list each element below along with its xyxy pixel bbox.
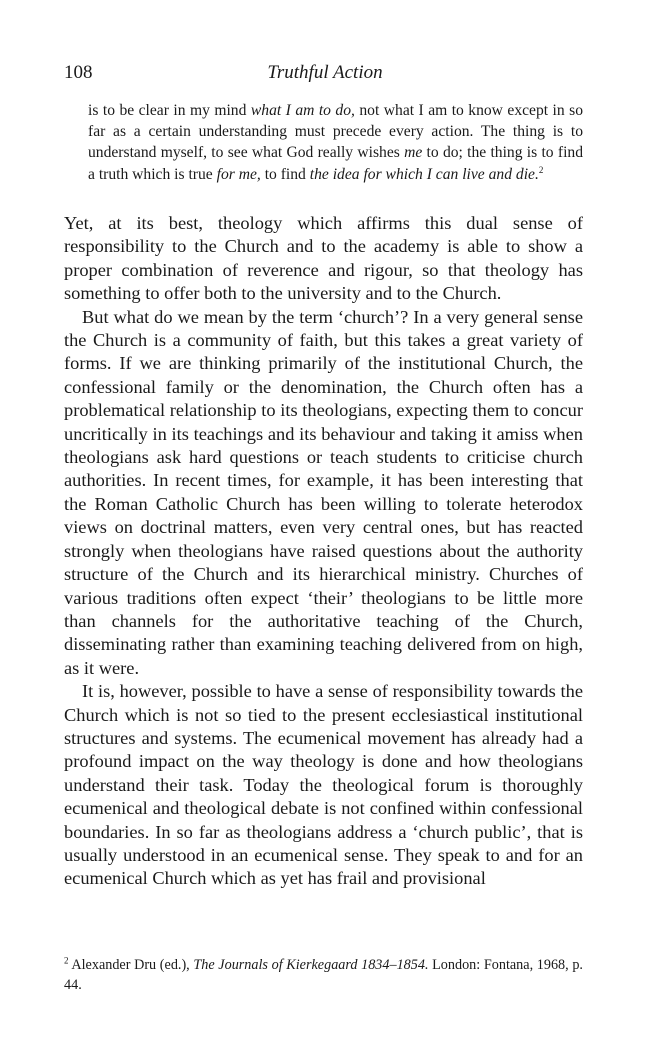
paragraph-2: But what do we mean by the term ‘church’? In a very general sense the Church is a community of faith, but this takes a great variety of forms. If we are thinking primarily of the institutional Church, the confessional family or the denomination, the Church often has a problematical relationship to its theologians, expecting them to concur uncritically in its teachings and its behaviour and taking it amiss when theologians ask hard questions or teach students to criticise church authorities. In recent times, for example, it has been interesting that the Roman Catholic Church has been willing to tolerate heterodox views on doctrinal matters, even very central ones, but has reacted strongly when theologians have raised questions about the authority structure of the Church and its hierarchical ministry. Churches of various traditions often expect ‘their’ theologians to be little more than channels for the authoritative teaching of the Church, disseminating rather than examining teaching delivered from on high, as it were. <box>64 306 583 678</box>
paragraph-3: It is, however, possible to have a sense of responsibility towards the Church which is not so tied to the present ecclesiastical institutional structures and systems. The ecumenical movement has already had a profound impact on the way theology is done and how theologians understand their task. Today the theological forum is thoroughly ecumenical and theological debate is not confined within confessional boundaries. In so far as theologians address a ‘church public’, that is usually understood in an ecumenical sense. They speak to and for an ecumenical Church which as yet has frail and provisional <box>64 681 583 889</box>
footnote <box>64 956 583 995</box>
footnote-reference: 2 <box>538 164 544 175</box>
footnote-title: The Journals of Kierkegaard 1834–1854. <box>193 957 429 973</box>
footnote-publisher: London: Fontana, 1968, p. 44. <box>64 957 583 993</box>
quote-text-2: not what I am to know except in so far as a certain understanding must precede every action. The thing is to understand myself, to see what God really wishes <box>88 102 584 162</box>
footnote-number: 2 <box>64 955 69 966</box>
quote-italic-3: for me, <box>216 165 261 183</box>
page-number: 108 <box>64 62 93 83</box>
quote-italic-1: what I am to do, <box>250 102 355 119</box>
quote-italic-4: the idea for which I can live and die. <box>309 165 539 183</box>
quote-italic-2: me <box>404 144 423 162</box>
quote-text-4: to find <box>260 165 310 183</box>
paragraph-1: Yet, at its best, theology which affirms this dual sense of responsibility to the Church and to the academy is able to show a proper combination of reverence and rigour, so that theology has something to offer both to the university and to the Church. <box>64 213 583 304</box>
quote-text-3: to do; the thing is to find a truth which is true <box>88 144 583 183</box>
quote-text-1: is to be clear in my mind <box>88 102 251 119</box>
running-title: Truthful Action <box>267 62 383 83</box>
block-quote <box>88 100 583 185</box>
body-text <box>64 212 583 891</box>
footnote-author: Alexander Dru (ed.), <box>68 957 194 973</box>
